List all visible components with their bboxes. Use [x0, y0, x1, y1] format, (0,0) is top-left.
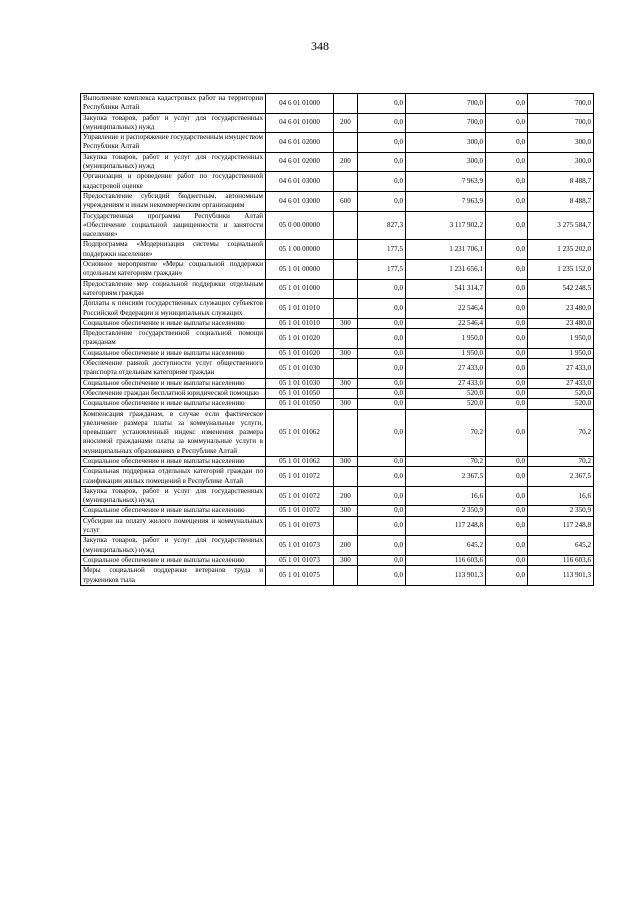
amount-cell: 0,0	[486, 486, 528, 506]
amount-cell: 0,0	[486, 399, 528, 409]
row-name-cell: Социальное обеспечение и иные выплаты населению	[81, 456, 266, 466]
amount-cell: 70,2	[406, 456, 486, 466]
amount-cell: 700,0	[406, 113, 486, 133]
row-name-cell: Государственная программа Республики Алтай «Обеспечение социальной защищенности и занятости населения»	[81, 211, 266, 240]
expense-type-cell: 200	[334, 536, 358, 556]
amount-cell: 520,0	[406, 388, 486, 398]
target-code-cell: 05 1 01 01073	[266, 536, 334, 556]
amount-cell: 0,0	[358, 152, 406, 172]
target-code-cell: 05 1 01 01073	[266, 555, 334, 565]
amount-cell: 0,0	[486, 318, 528, 328]
amount-cell: 0,0	[486, 536, 528, 556]
amount-cell: 645,2	[528, 536, 594, 556]
amount-cell: 116 603,6	[528, 555, 594, 565]
amount-cell: 0,0	[486, 516, 528, 536]
amount-cell: 300,0	[406, 133, 486, 153]
amount-cell: 0,0	[358, 359, 406, 379]
target-code-cell: 05 1 01 01050	[266, 399, 334, 409]
amount-cell: 0,0	[358, 555, 406, 565]
table-row	[81, 113, 594, 133]
amount-cell: 0,0	[358, 388, 406, 398]
amount-cell: 0,0	[486, 329, 528, 349]
target-code-cell: 05 1 01 01010	[266, 318, 334, 328]
amount-cell: 23 480,0	[528, 318, 594, 328]
amount-cell: 1 950,0	[406, 329, 486, 349]
table-row	[81, 456, 594, 466]
amount-cell: 0,0	[486, 378, 528, 388]
row-name-cell: Предоставление государственной социальной помощи гражданам	[81, 329, 266, 349]
table-row	[81, 506, 594, 516]
target-code-cell: 05 1 01 01010	[266, 299, 334, 319]
amount-cell: 0,0	[486, 506, 528, 516]
expense-type-cell: 200	[334, 152, 358, 172]
amount-cell: 700,0	[528, 113, 594, 133]
amount-cell: 0,0	[358, 172, 406, 192]
amount-cell: 0,0	[486, 467, 528, 487]
amount-cell: 0,0	[358, 566, 406, 586]
table-row	[81, 467, 594, 487]
amount-cell: 300,0	[528, 133, 594, 153]
expense-type-cell	[334, 260, 358, 280]
amount-cell: 0,0	[486, 260, 528, 280]
amount-cell: 0,0	[486, 240, 528, 260]
amount-cell: 0,0	[486, 113, 528, 133]
amount-cell: 0,0	[358, 329, 406, 349]
amount-cell: 2 367,5	[406, 467, 486, 487]
target-code-cell: 05 1 00 00000	[266, 240, 334, 260]
amount-cell: 2 350,9	[528, 506, 594, 516]
amount-cell: 3 275 584,7	[528, 211, 594, 240]
amount-cell: 0,0	[486, 409, 528, 456]
target-code-cell: 05 1 01 01030	[266, 359, 334, 379]
amount-cell: 1 235 152,0	[528, 260, 594, 280]
row-name-cell: Меры социальной поддержки ветеранов труда и тружеников тыла	[81, 566, 266, 586]
expense-type-cell: 200	[334, 113, 358, 133]
amount-cell: 0,0	[486, 191, 528, 211]
table-row	[81, 299, 594, 319]
amount-cell: 0,0	[486, 555, 528, 565]
amount-cell: 0,0	[358, 399, 406, 409]
amount-cell: 700,0	[528, 94, 594, 114]
table-row	[81, 536, 594, 556]
row-name-cell: Социальное обеспечение и иные выплаты населению	[81, 555, 266, 565]
amount-cell: 541 314,7	[406, 279, 486, 299]
target-code-cell: 04 6 01 03000	[266, 191, 334, 211]
target-code-cell: 05 1 01 01050	[266, 388, 334, 398]
amount-cell: 7 963,9	[406, 191, 486, 211]
amount-cell: 117 248,8	[528, 516, 594, 536]
table-row	[81, 260, 594, 280]
expense-type-cell: 300	[334, 456, 358, 466]
amount-cell: 2 367,5	[528, 467, 594, 487]
amount-cell: 542 248,5	[528, 279, 594, 299]
amount-cell: 0,0	[486, 348, 528, 358]
target-code-cell: 05 1 01 00000	[266, 260, 334, 280]
amount-cell: 1 950,0	[528, 348, 594, 358]
amount-cell: 0,0	[358, 348, 406, 358]
expense-type-cell	[334, 467, 358, 487]
amount-cell: 0,0	[358, 378, 406, 388]
amount-cell: 0,0	[486, 172, 528, 192]
amount-cell: 0,0	[486, 133, 528, 153]
target-code-cell: 04 6 01 01000	[266, 94, 334, 114]
amount-cell: 0,0	[358, 516, 406, 536]
amount-cell: 0,0	[358, 456, 406, 466]
target-code-cell: 05 1 01 01072	[266, 506, 334, 516]
expense-type-cell	[334, 359, 358, 379]
row-name-cell: Организация и проведение работ по государственной кадастровой оценке	[81, 172, 266, 192]
amount-cell: 27 433,0	[528, 359, 594, 379]
row-name-cell: Подпрограмма «Модернизация системы социальной поддержки населения»	[81, 240, 266, 260]
amount-cell: 0,0	[358, 279, 406, 299]
row-name-cell: Выполнение комплекса кадастровых работ на территории Республики Алтай	[81, 94, 266, 114]
page-number: 348	[311, 39, 329, 53]
amount-cell: 113 901,3	[528, 566, 594, 586]
amount-cell: 117 248,8	[406, 516, 486, 536]
target-code-cell: 05 1 01 01075	[266, 566, 334, 586]
table-row	[81, 172, 594, 192]
table-row	[81, 318, 594, 328]
amount-cell: 0,0	[486, 94, 528, 114]
amount-cell: 22 546,4	[406, 318, 486, 328]
row-name-cell: Социальное обеспечение и иные выплаты населению	[81, 506, 266, 516]
target-code-cell: 05 1 01 01000	[266, 279, 334, 299]
target-code-cell: 04 6 01 02000	[266, 133, 334, 153]
amount-cell: 0,0	[486, 456, 528, 466]
target-code-cell: 05 1 01 01020	[266, 329, 334, 349]
target-code-cell: 04 6 01 03000	[266, 172, 334, 192]
table-row	[81, 378, 594, 388]
expense-type-cell	[334, 240, 358, 260]
amount-cell: 0,0	[358, 318, 406, 328]
expense-type-cell	[334, 516, 358, 536]
amount-cell: 7 963,9	[406, 172, 486, 192]
amount-cell: 1 950,0	[406, 348, 486, 358]
amount-cell: 1 231 656,1	[406, 260, 486, 280]
amount-cell: 8 488,7	[528, 172, 594, 192]
amount-cell: 177,5	[358, 260, 406, 280]
row-name-cell: Закупка товаров, работ и услуг для государственных (муниципальных) нужд	[81, 152, 266, 172]
expense-type-cell	[334, 94, 358, 114]
table-row	[81, 211, 594, 240]
amount-cell: 645,2	[406, 536, 486, 556]
amount-cell: 70,2	[406, 409, 486, 456]
row-name-cell: Предоставление субсидий бюджетным, автономным учреждениям и иным некоммерческим организациям	[81, 191, 266, 211]
expense-type-cell	[334, 133, 358, 153]
amount-cell: 0,0	[486, 359, 528, 379]
table-row	[81, 388, 594, 398]
row-name-cell: Компенсация гражданам, в случае если фактическое увеличение размера платы за коммунальные услуги, превышает установленный индекс изменения размера вносимой гражданами платы за коммунальные услуги в муниципальных образованиях в Республике Алтай	[81, 409, 266, 456]
expense-type-cell: 300	[334, 348, 358, 358]
amount-cell: 27 433,0	[406, 378, 486, 388]
row-name-cell: Социальное обеспечение и иные выплаты населению	[81, 399, 266, 409]
expense-type-cell	[334, 299, 358, 319]
table-row	[81, 486, 594, 506]
amount-cell: 0,0	[358, 506, 406, 516]
table-row	[81, 409, 594, 456]
expense-type-cell	[334, 329, 358, 349]
row-name-cell: Социальное обеспечение и иные выплаты населению	[81, 318, 266, 328]
amount-cell: 16,6	[406, 486, 486, 506]
amount-cell: 0,0	[486, 152, 528, 172]
amount-cell: 0,0	[358, 191, 406, 211]
row-name-cell: Основное мероприятие «Меры социальной поддержки отдельным категориям граждан»	[81, 260, 266, 280]
row-name-cell: Социальная поддержка отдельных категорий граждан по газификации жилых помещений в Республике Алтай	[81, 467, 266, 487]
table-row	[81, 566, 594, 586]
row-name-cell: Обеспечение равной доступности услуг общественного транспорта отдельным категориям граждан	[81, 359, 266, 379]
row-name-cell: Субсидии на оплату жилого помещения и коммунальных услуг	[81, 516, 266, 536]
table-row	[81, 191, 594, 211]
amount-cell: 0,0	[358, 467, 406, 487]
amount-cell: 116 603,6	[406, 555, 486, 565]
row-name-cell: Предоставление мер социальной поддержки отдельным категориям граждан	[81, 279, 266, 299]
amount-cell: 0,0	[358, 94, 406, 114]
amount-cell: 177,5	[358, 240, 406, 260]
amount-cell: 27 433,0	[406, 359, 486, 379]
amount-cell: 16,6	[528, 486, 594, 506]
target-code-cell: 05 1 01 01062	[266, 409, 334, 456]
amount-cell: 520,0	[528, 388, 594, 398]
target-code-cell: 04 6 01 02000	[266, 152, 334, 172]
target-code-cell: 05 1 01 01072	[266, 486, 334, 506]
table-row	[81, 133, 594, 153]
target-code-cell: 05 1 01 01030	[266, 378, 334, 388]
amount-cell: 0,0	[486, 388, 528, 398]
row-name-cell: Управление и распоряжение государственным имуществом Республики Алтай	[81, 133, 266, 153]
amount-cell: 520,0	[528, 399, 594, 409]
amount-cell: 0,0	[358, 536, 406, 556]
amount-cell: 0,0	[486, 566, 528, 586]
amount-cell: 0,0	[358, 133, 406, 153]
amount-cell: 27 433,0	[528, 378, 594, 388]
row-name-cell: Доплаты к пенсиям государственных служащих субъектов Российской Федерации и муниципальных служащих	[81, 299, 266, 319]
target-code-cell: 04 6 01 01000	[266, 113, 334, 133]
amount-cell: 0,0	[358, 486, 406, 506]
table-row	[81, 516, 594, 536]
expense-type-cell	[334, 566, 358, 586]
row-name-cell: Социальное обеспечение и иные выплаты населению	[81, 348, 266, 358]
table-row	[81, 555, 594, 565]
amount-cell: 0,0	[486, 279, 528, 299]
amount-cell: 2 350,9	[406, 506, 486, 516]
amount-cell: 70,2	[528, 409, 594, 456]
expense-type-cell: 300	[334, 399, 358, 409]
expense-type-cell: 300	[334, 555, 358, 565]
expense-type-cell: 200	[334, 486, 358, 506]
table-row	[81, 94, 594, 114]
amount-cell: 8 488,7	[528, 191, 594, 211]
target-code-cell: 05 1 01 01020	[266, 348, 334, 358]
amount-cell: 300,0	[406, 152, 486, 172]
target-code-cell: 05 0 00 00000	[266, 211, 334, 240]
expense-type-cell: 300	[334, 318, 358, 328]
amount-cell: 70,2	[528, 456, 594, 466]
expense-type-cell	[334, 211, 358, 240]
amount-cell: 1 950,0	[528, 329, 594, 349]
amount-cell: 113 901,3	[406, 566, 486, 586]
target-code-cell: 05 1 01 01073	[266, 516, 334, 536]
expense-type-cell	[334, 279, 358, 299]
amount-cell: 22 546,4	[406, 299, 486, 319]
expense-type-cell: 300	[334, 378, 358, 388]
table-row	[81, 348, 594, 358]
row-name-cell: Социальное обеспечение и иные выплаты населению	[81, 378, 266, 388]
amount-cell: 0,0	[358, 409, 406, 456]
amount-cell: 700,0	[406, 94, 486, 114]
amount-cell: 0,0	[358, 299, 406, 319]
expense-type-cell	[334, 388, 358, 398]
amount-cell: 23 480,0	[528, 299, 594, 319]
amount-cell: 0,0	[486, 299, 528, 319]
expense-type-cell	[334, 409, 358, 456]
table-row	[81, 152, 594, 172]
amount-cell: 1 235 202,0	[528, 240, 594, 260]
row-name-cell: Закупка товаров, работ и услуг для государственных (муниципальных) нужд	[81, 113, 266, 133]
amount-cell: 3 117 902,2	[406, 211, 486, 240]
target-code-cell: 05 1 01 01062	[266, 456, 334, 466]
amount-cell: 827,3	[358, 211, 406, 240]
amount-cell: 300,0	[528, 152, 594, 172]
expense-type-cell: 600	[334, 191, 358, 211]
table-body	[81, 94, 594, 586]
budget-table	[80, 93, 594, 586]
target-code-cell: 05 1 01 01072	[266, 467, 334, 487]
amount-cell: 0,0	[486, 211, 528, 240]
table-row	[81, 240, 594, 260]
amount-cell: 0,0	[358, 113, 406, 133]
amount-cell: 1 231 706,1	[406, 240, 486, 260]
table-row	[81, 279, 594, 299]
table-row	[81, 329, 594, 349]
row-name-cell: Закупка товаров, работ и услуг для государственных (муниципальных) нужд	[81, 486, 266, 506]
row-name-cell: Обеспечение граждан бесплатной юридической помощью	[81, 388, 266, 398]
row-name-cell: Закупка товаров, работ и услуг для государственных (муниципальных) нужд	[81, 536, 266, 556]
expense-type-cell	[334, 172, 358, 192]
table-row	[81, 399, 594, 409]
amount-cell: 520,0	[406, 399, 486, 409]
table-row	[81, 359, 594, 379]
expense-type-cell: 300	[334, 506, 358, 516]
